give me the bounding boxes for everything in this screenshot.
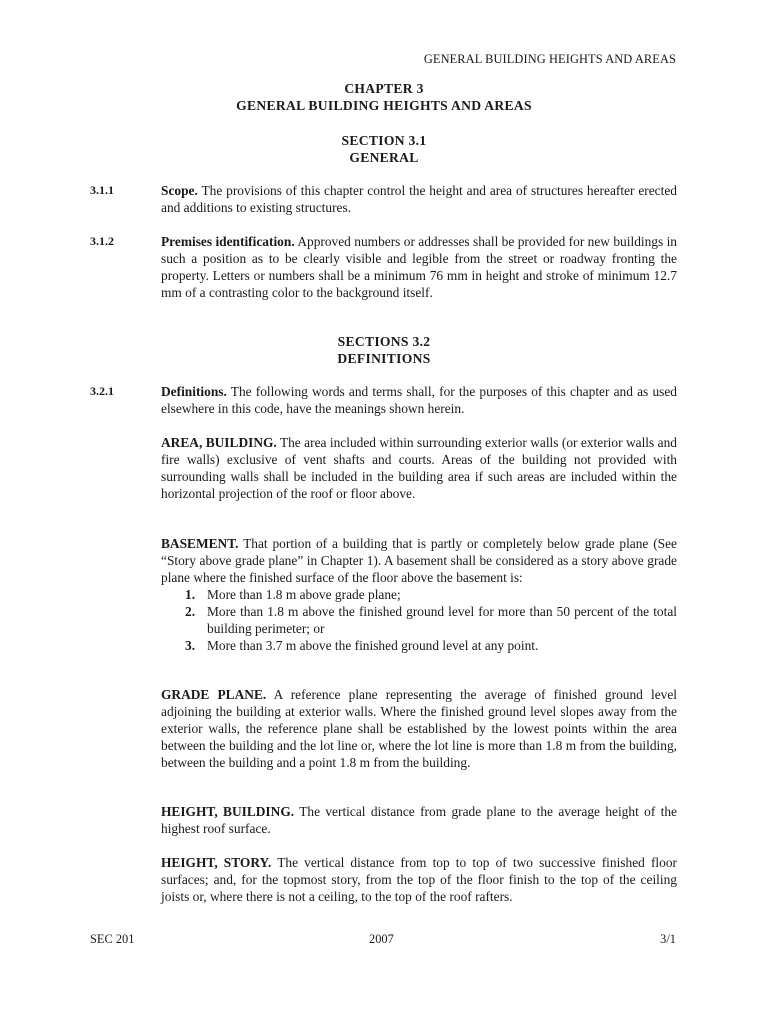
definition-height-building (161, 803, 677, 837)
list-item-text: More than 3.7 m above the finished ground level at any point. (207, 638, 539, 653)
list-item (161, 603, 677, 637)
running-header: GENERAL BUILDING HEIGHTS AND AREAS (423, 52, 676, 66)
definition-grade-plane (161, 686, 677, 771)
definition-text: The area included within surrounding exterior walls (or exterior walls and fire walls) exclusive of vent shafts and courts. Areas of the building not provided with surrounding walls shall be included in the building area if such areas are included within the horizontal projection of the roof or floor above. (161, 435, 677, 501)
footer-page-number: 3/1 (660, 932, 676, 946)
list-item (161, 586, 677, 603)
section-3-2-number: SECTIONS 3.2 (337, 334, 431, 349)
list-item-number: 3. (185, 638, 196, 653)
definition-text: The vertical distance from grade plane to the average height of the highest roof surface. (161, 804, 677, 836)
clause-number: 3.2.1 (90, 384, 114, 398)
section-3-1-title: GENERAL (349, 150, 419, 165)
clause-text (161, 182, 677, 216)
list-item-number: 2. (185, 604, 196, 619)
definition-term: HEIGHT, STORY. (161, 855, 272, 870)
definition-term: AREA, BUILDING. (161, 435, 277, 450)
clause-text (161, 233, 677, 301)
section-3-2-title: DEFINITIONS (337, 351, 431, 366)
definition-basement (161, 535, 677, 654)
clause-term: Definitions. (161, 384, 227, 399)
clause-term: Scope. (161, 183, 198, 198)
clause-number: 3.1.1 (90, 183, 114, 197)
definition-term: GRADE PLANE. (161, 687, 267, 702)
chapter-title: GENERAL BUILDING HEIGHTS AND AREAS (236, 98, 532, 113)
definition-area-building (161, 434, 677, 502)
list-item (161, 637, 677, 654)
basement-conditions-list (161, 586, 677, 654)
footer-year: 2007 (369, 932, 394, 946)
clause-body: The provisions of this chapter control the height and area of structures hereafter erected and additions to existing structures. (161, 183, 677, 215)
definition-text: A reference plane representing the average of finished ground level adjoining the building at exterior walls. Where the finished ground level slopes away from the exterior walls, the reference plane shall be established by the lowest points within the area between the building and the lot line or, where the lot line is more than 1.8 m from the building, between the building and a point 1.8 m from the building. (161, 687, 678, 770)
definition-term: BASEMENT. (161, 536, 239, 551)
definition-term: HEIGHT, BUILDING. (161, 804, 295, 819)
clause-body: Approved numbers or addresses shall be provided for new buildings in such a position as to be clearly visible and legible from the street or roadway fronting the property. Letters or numbers shall be a minimum 76 mm in height and stroke of minimum 12.7 mm of a contrasting color to the background itself. (161, 234, 678, 300)
clause-number: 3.1.2 (90, 234, 114, 248)
clause-text (161, 383, 677, 417)
definition-text: The vertical distance from top to top of two successive finished floor surfaces; and, for the topmost story, from the top of the floor finish to the top of the ceiling joists or, where there is not a ceiling, to the top of the roof rafters. (161, 855, 677, 904)
definition-height-story (161, 854, 677, 905)
list-item-text: More than 1.8 m above grade plane; (207, 587, 401, 602)
clause-body: The following words and terms shall, for the purposes of this chapter and as used elsewhere in this code, have the meanings shown herein. (161, 384, 677, 416)
footer-code: SEC 201 (90, 932, 135, 946)
chapter-number: CHAPTER 3 (344, 81, 424, 96)
section-3-1-number: SECTION 3.1 (341, 133, 427, 148)
list-item-text: More than 1.8 m above the finished ground level for more than 50 percent of the total building perimeter; or (207, 604, 677, 636)
clause-term: Premises identification. (161, 234, 295, 249)
list-item-number: 1. (185, 587, 196, 602)
definition-text: That portion of a building that is partly or completely below grade plane (See “Story above grade plane” in Chapter 1). A basement shall be considered as a story above grade plane where the finished surface of the floor above the basement is: (161, 536, 677, 585)
